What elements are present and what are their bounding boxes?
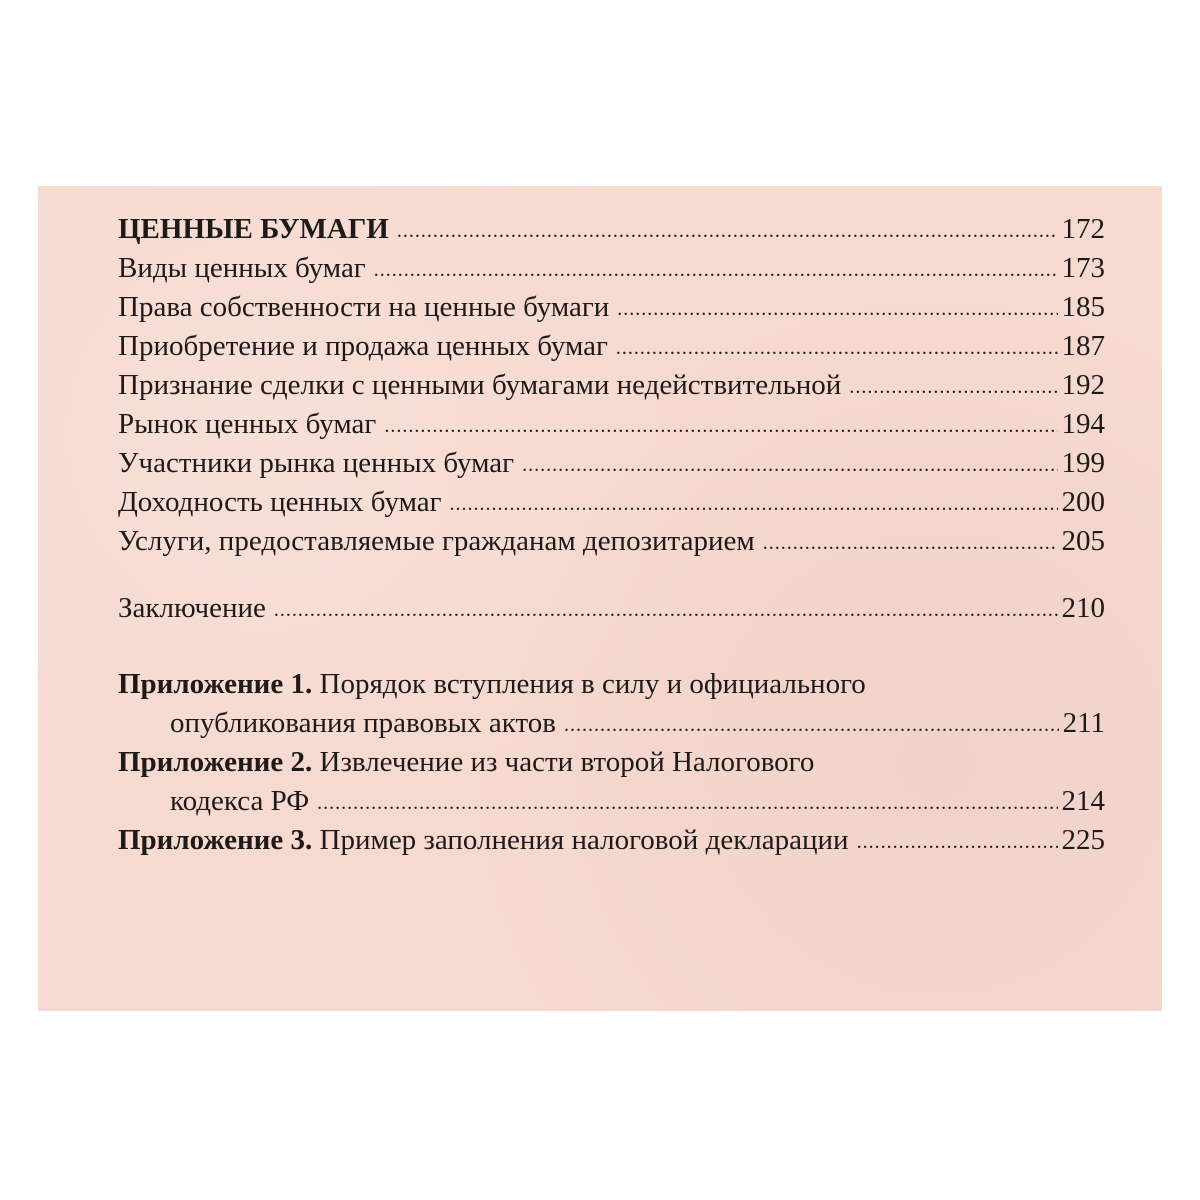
- toc-page-number: 173: [1061, 252, 1105, 284]
- toc-leader-dots: [317, 781, 1057, 823]
- appendix-label: Приложение 3.: [118, 824, 313, 856]
- toc-leader-dots: [384, 404, 1057, 446]
- appendix-label: Приложение 1.: [118, 668, 313, 700]
- toc-entry: [118, 522, 1105, 561]
- toc-entry-title: Признание сделки с ценными бумагами недействительной: [118, 369, 842, 401]
- toc-page-number: 185: [1061, 291, 1105, 323]
- toc-entry: [118, 483, 1105, 522]
- toc-leader-dots: [374, 248, 1058, 290]
- toc-leader-dots: [849, 365, 1057, 407]
- toc-page-number: 200: [1061, 486, 1105, 518]
- toc-leader-dots: [274, 588, 1058, 630]
- toc-leader-dots: [616, 326, 1058, 368]
- toc-entry: [118, 366, 1105, 405]
- toc-entry: [118, 405, 1105, 444]
- toc-entry-title: ЦЕННЫЕ БУМАГИ: [118, 213, 389, 245]
- toc-entry: [118, 249, 1105, 288]
- toc-leader-dots: [450, 482, 1058, 524]
- toc-appendix-1-line1: [118, 665, 1105, 704]
- appendix-title: Пример заполнения налоговой декларации: [319, 824, 849, 856]
- toc-page-number: 199: [1061, 447, 1105, 479]
- toc-appendix-2-line2: [118, 782, 1105, 821]
- toc-section-heading: [118, 210, 1105, 249]
- toc-leader-dots: [564, 703, 1059, 745]
- toc-page-number: 205: [1061, 525, 1105, 557]
- appendix-title: Извлечение из части второй Налогового: [319, 746, 815, 778]
- toc-entry: [118, 327, 1105, 366]
- toc-leader-dots: [397, 209, 1058, 251]
- toc-leader-dots: [763, 521, 1058, 563]
- toc-entry-title: Рынок ценных бумаг: [118, 408, 377, 440]
- toc-appendix-2-line1: [118, 743, 1105, 782]
- toc-page-number: 187: [1061, 330, 1105, 362]
- toc-page-number: 172: [1061, 213, 1105, 245]
- toc-entry-title: Участники рынка ценных бумаг: [118, 447, 515, 479]
- toc-entry-title: Услуги, предоставляемые гражданам депозитарием: [118, 525, 755, 557]
- table-of-contents: [118, 210, 1105, 860]
- toc-appendix-3: [118, 821, 1105, 860]
- toc-entry-title: Заключение: [118, 592, 266, 624]
- toc-appendix-1-line2: [118, 704, 1105, 743]
- appendix-entry: [118, 821, 849, 860]
- toc-page-number: 192: [1061, 369, 1105, 401]
- toc-page-number: 211: [1062, 707, 1105, 739]
- toc-leader-dots: [617, 287, 1057, 329]
- toc-page-number: 210: [1061, 592, 1105, 624]
- toc-entry: [118, 444, 1105, 483]
- toc-conclusion: [118, 589, 1105, 628]
- toc-entry-title: Приобретение и продажа ценных бумаг: [118, 330, 608, 362]
- toc-page-number: 194: [1061, 408, 1105, 440]
- toc-entry-title: Доходность ценных бумаг: [118, 486, 442, 518]
- toc-entry-title: Виды ценных бумаг: [118, 252, 366, 284]
- appendix-title: Порядок вступления в силу и официального: [319, 668, 866, 700]
- toc-leader-dots: [522, 443, 1057, 485]
- spacer: [118, 561, 1105, 589]
- toc-leader-dots: [857, 820, 1058, 862]
- toc-page-number: 214: [1061, 785, 1105, 817]
- appendix-title-continued: кодекса РФ: [170, 785, 310, 817]
- appendix-title-continued: опубликования правовых актов: [170, 707, 556, 739]
- toc-entry-title: Права собственности на ценные бумаги: [118, 291, 610, 323]
- toc-page-number: 225: [1061, 824, 1105, 856]
- toc-entry: [118, 288, 1105, 327]
- appendix-label: Приложение 2.: [118, 746, 313, 778]
- spacer: [118, 628, 1105, 665]
